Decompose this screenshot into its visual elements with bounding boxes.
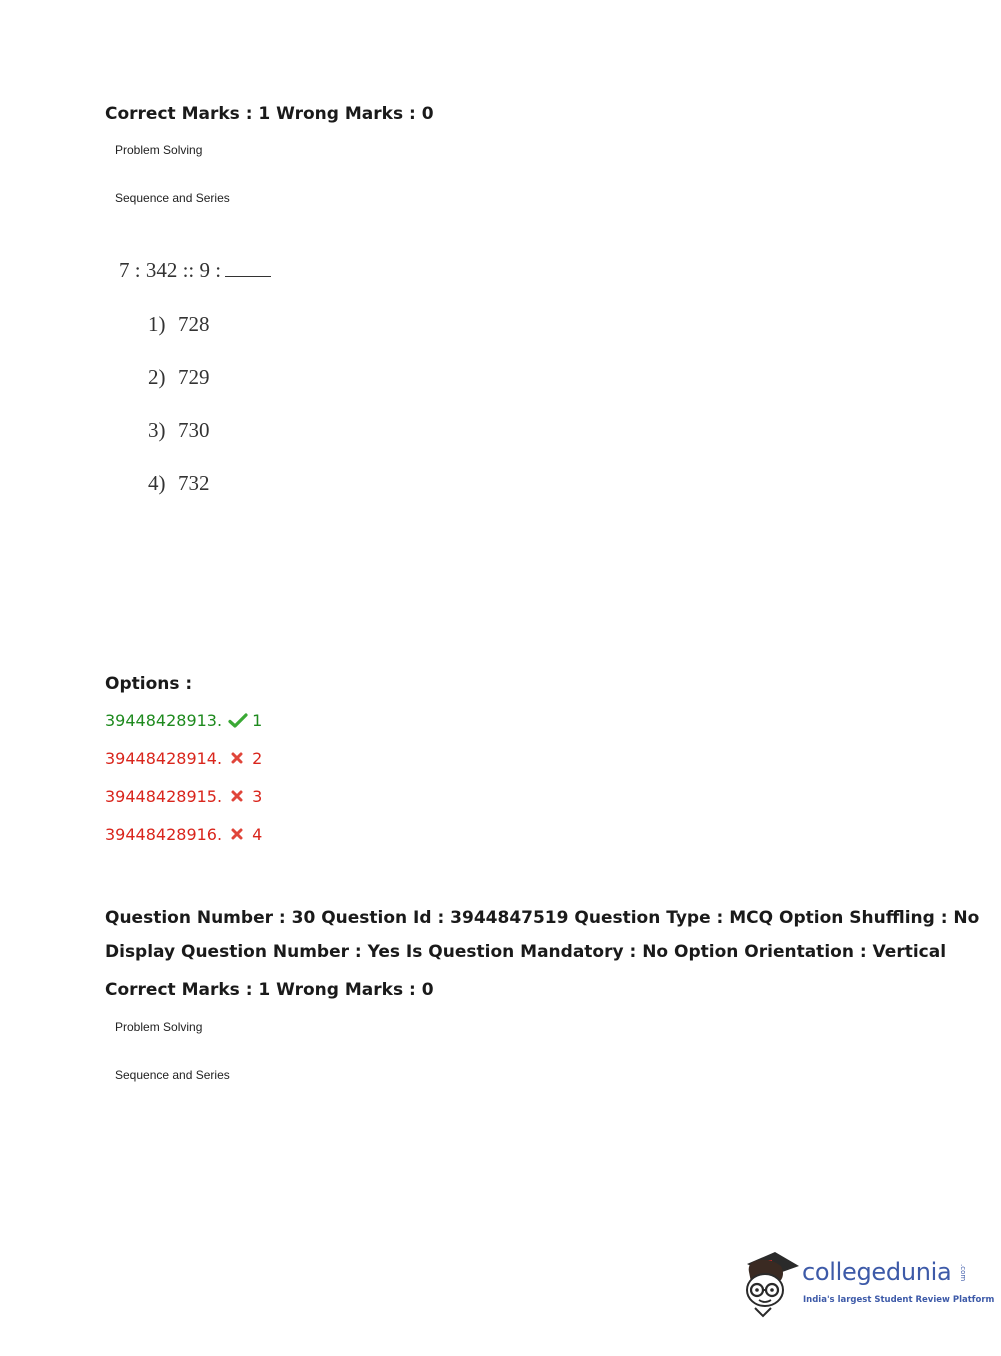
options-heading: Options : [105, 674, 193, 694]
option-id: 39448428915. [105, 787, 223, 806]
student-mascot-icon [741, 1248, 801, 1320]
marks-line: Correct Marks : 1 Wrong Marks : 0 [105, 104, 434, 124]
choice-number: 2) [148, 365, 166, 389]
choice-item [148, 312, 210, 337]
cross-icon [228, 751, 248, 767]
cross-icon [228, 789, 248, 805]
question-text [119, 258, 271, 283]
option-row-wrong [105, 787, 262, 806]
choice-number: 3) [148, 418, 166, 442]
choice-item [148, 365, 210, 390]
question-prefix: 7 : 342 :: 9 : [119, 258, 222, 282]
choice-value: 730 [178, 418, 210, 442]
option-label: 4 [252, 825, 263, 844]
topic-label: Sequence and Series [115, 191, 230, 205]
marks-line: Correct Marks : 1 Wrong Marks : 0 [105, 980, 434, 1000]
option-label: 2 [252, 749, 263, 768]
choice-item [148, 471, 210, 496]
option-row-correct [105, 711, 262, 730]
topic-label: Sequence and Series [115, 1068, 230, 1082]
question-header-line-2: Display Question Number : Yes Is Question Mandatory : No Option Orientation : Vertical [105, 942, 947, 962]
logo-suffix: .com [959, 1264, 967, 1282]
option-row-wrong [105, 749, 262, 768]
choice-value: 732 [178, 471, 210, 495]
option-label: 3 [252, 787, 263, 806]
option-id: 39448428916. [105, 825, 223, 844]
option-label: 1 [252, 711, 263, 730]
collegedunia-logo [741, 1248, 995, 1320]
choice-number: 4) [148, 471, 166, 495]
checkmark-icon [228, 713, 248, 729]
logo-name: collegedunia [802, 1258, 952, 1286]
choice-item [148, 418, 210, 443]
question-header-line-1: Question Number : 30 Question Id : 3944847519 Question Type : MCQ Option Shuffling : No [105, 908, 980, 928]
option-id: 39448428913. [105, 711, 223, 730]
answer-blank [225, 260, 271, 277]
choice-value: 729 [178, 365, 210, 389]
subject-label: Problem Solving [115, 1020, 203, 1034]
choice-value: 728 [178, 312, 210, 336]
cross-icon [228, 827, 248, 843]
option-id: 39448428914. [105, 749, 223, 768]
option-row-wrong [105, 825, 262, 844]
logo-tagline: India's largest Student Review Platform [803, 1295, 995, 1305]
choice-number: 1) [148, 312, 166, 336]
subject-label: Problem Solving [115, 143, 203, 157]
